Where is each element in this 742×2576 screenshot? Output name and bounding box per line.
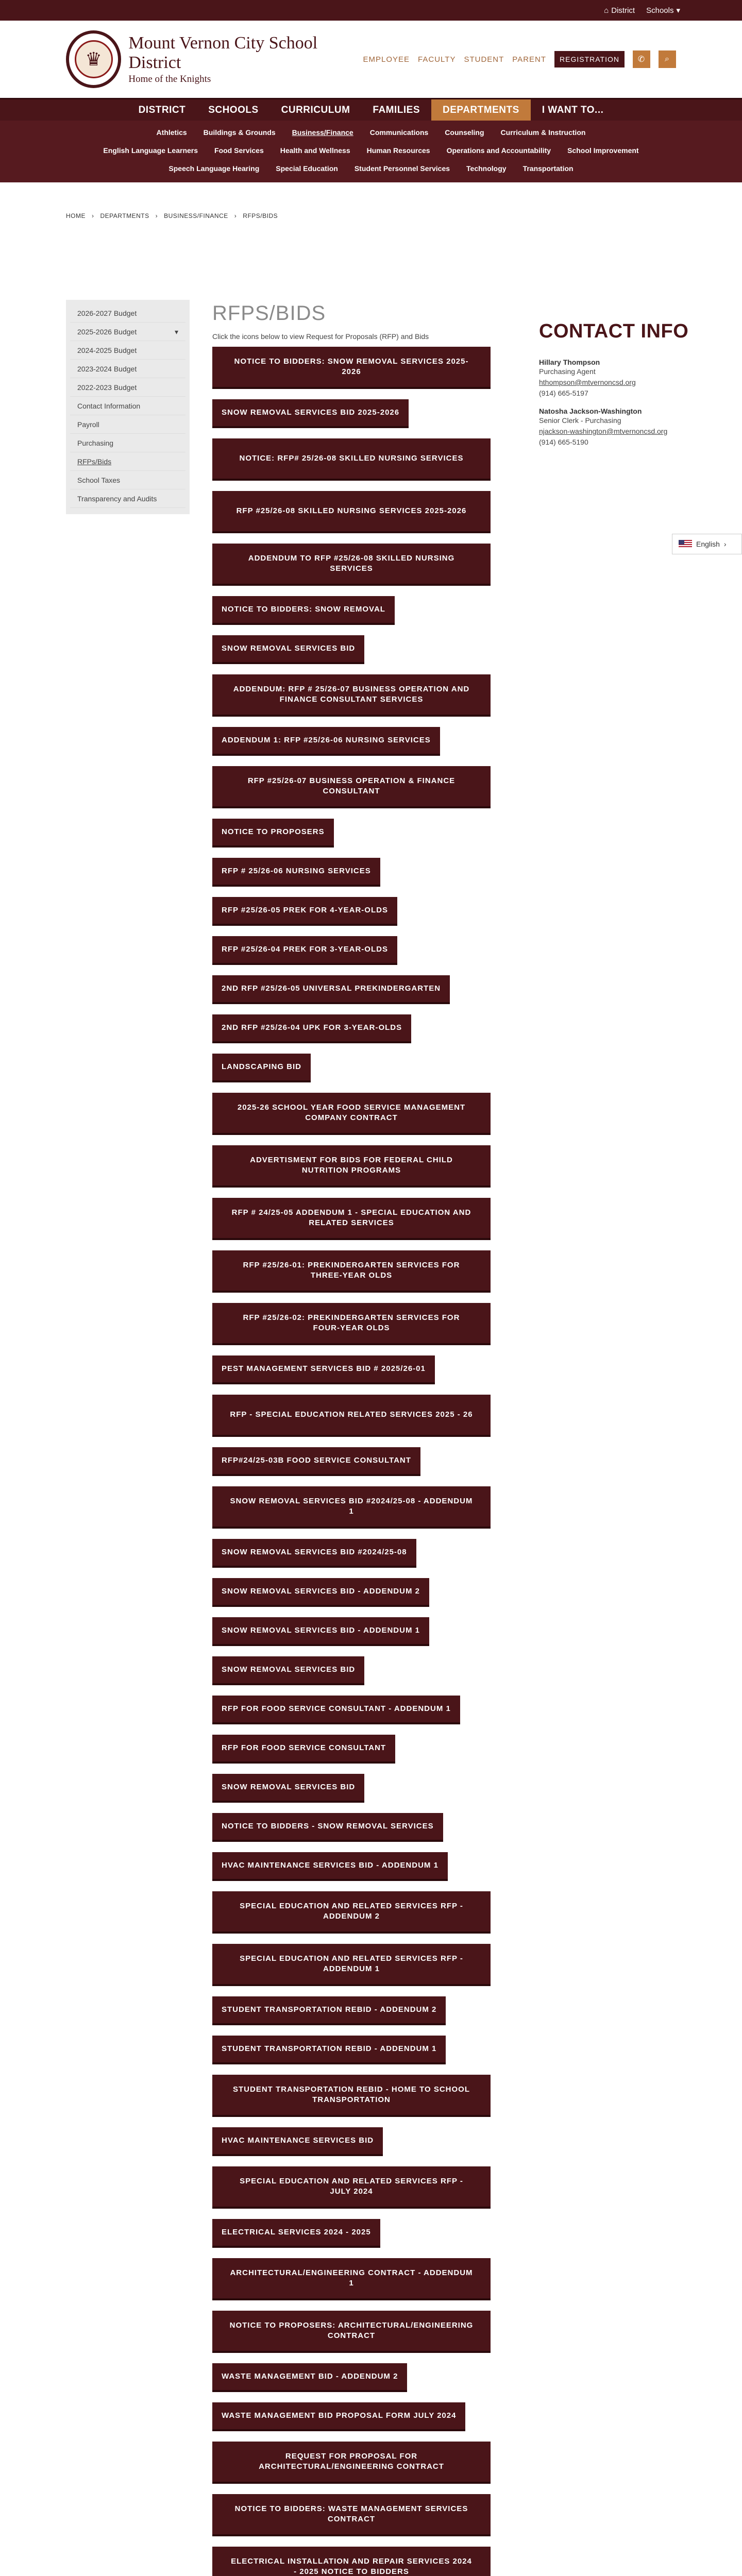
breadcrumb-home[interactable]: HOME: [66, 212, 86, 219]
rfp-document-button[interactable]: NOTICE: RFP# 25/26-08 SKILLED NURSING SERVICES: [212, 438, 491, 481]
submenu-item[interactable]: Counseling: [445, 128, 484, 137]
contact-card: [539, 358, 735, 399]
sidebar-item[interactable]: 2026-2027 Budget: [70, 304, 185, 323]
chevron-right-icon: ›: [723, 540, 727, 548]
link-parent[interactable]: PARENT: [512, 55, 547, 64]
rfp-document-button[interactable]: RFP #25/26-08 SKILLED NURSING SERVICES 2025-2026: [212, 491, 491, 533]
rfp-document-button[interactable]: RFP FOR FOOD SERVICE CONSULTANT - ADDENDUM 1: [212, 1696, 460, 1724]
submenu-item[interactable]: Technology: [466, 164, 507, 173]
search-icon[interactable]: ⌕: [659, 50, 676, 68]
submenu-item[interactable]: Athletics: [156, 128, 187, 137]
submenu-item[interactable]: Curriculum & Instruction: [500, 128, 586, 137]
sidebar-item[interactable]: 2025-2026 Budget ▾: [70, 323, 185, 341]
rfp-document-button[interactable]: NOTICE TO BIDDERS: SNOW REMOVAL SERVICES 2025-2026: [212, 347, 491, 389]
main-content: [212, 300, 516, 2576]
rfp-document-button[interactable]: SNOW REMOVAL SERVICES BID - ADDENDUM 2: [212, 1578, 429, 1607]
rfp-document-button[interactable]: HVAC MAINTENANCE SERVICES BID - ADDENDUM 1: [212, 1852, 448, 1881]
rfp-document-button[interactable]: 2ND RFP #25/26-04 UPK FOR 3-YEAR-OLDS: [212, 1014, 411, 1043]
breadcrumb-business-finance[interactable]: BUSINESS/FINANCE: [164, 212, 228, 219]
sidebar-item[interactable]: Transparency and Audits: [70, 489, 185, 508]
link-employee[interactable]: EMPLOYEE: [363, 55, 410, 64]
nav-families[interactable]: FAMILIES: [373, 104, 420, 115]
contact-card: [539, 407, 735, 448]
rfp-document-button[interactable]: 2025-26 SCHOOL YEAR FOOD SERVICE MANAGEMENT COMPANY CONTRACT: [212, 1093, 491, 1135]
rfp-document-button[interactable]: RFP - SPECIAL EDUCATION RELATED SERVICES 2025 - 26: [212, 1395, 491, 1437]
main-navigation: [0, 98, 742, 121]
rfp-document-button[interactable]: SNOW REMOVAL SERVICES BID - ADDENDUM 1: [212, 1617, 429, 1646]
rfp-document-button[interactable]: NOTICE TO BIDDERS: SNOW REMOVAL: [212, 596, 395, 625]
nav-district[interactable]: DISTRICT: [138, 104, 186, 115]
district-name: Mount Vernon City School District: [128, 33, 318, 72]
submenu-item[interactable]: Student Personnel Services: [354, 164, 450, 173]
nav-schools[interactable]: SCHOOLS: [208, 104, 259, 115]
rfp-document-button[interactable]: SPECIAL EDUCATION AND RELATED SERVICES RFP - ADDENDUM 2: [212, 1891, 491, 1934]
sidebar-item[interactable]: 2023-2024 Budget: [70, 360, 185, 378]
contact-name: Natosha Jackson-Washington: [539, 407, 642, 415]
rfp-document-button[interactable]: RFP # 24/25-05 ADDENDUM 1 - SPECIAL EDUCATION AND RELATED SERVICES: [212, 1198, 491, 1240]
submenu-item[interactable]: Special Education: [276, 164, 338, 173]
rfp-document-button[interactable]: NOTICE TO BIDDERS: WASTE MANAGEMENT SERVICES CONTRACT: [212, 2494, 491, 2536]
contact-role: Senior Clerk - Purchasing: [539, 416, 621, 425]
breadcrumb: HOME › DEPARTMENTS › BUSINESS/FINANCE › RFPS/BIDS: [0, 182, 742, 244]
audience-links: [363, 50, 676, 68]
nav-curriculum[interactable]: CURRICULUM: [281, 104, 350, 115]
sidebar-item[interactable]: Contact Information: [70, 397, 185, 415]
rfp-document-button[interactable]: PEST MANAGEMENT SERVICES BID # 2025/26-01: [212, 1355, 435, 1384]
rfp-document-button[interactable]: RFP FOR FOOD SERVICE CONSULTANT: [212, 1735, 395, 1764]
rfp-document-button[interactable]: NOTICE TO BIDDERS - SNOW REMOVAL SERVICES: [212, 1813, 443, 1842]
submenu-item[interactable]: Human Resources: [366, 146, 430, 155]
submenu-item[interactable]: Communications: [369, 128, 429, 137]
rfp-document-button[interactable]: NOTICE TO PROPOSERS: ARCHITECTURAL/ENGINEERING CONTRACT: [212, 2311, 491, 2353]
sidebar-wrapper: [66, 300, 190, 2576]
brand-logo-link[interactable]: [66, 30, 363, 88]
rfp-document-button[interactable]: STUDENT TRANSPORTATION REBID - HOME TO SCHOOL TRANSPORTATION: [212, 2075, 491, 2117]
rfp-document-button[interactable]: SNOW REMOVAL SERVICES BID: [212, 635, 364, 664]
rfp-document-button[interactable]: RFP #25/26-01: PREKINDERGARTEN SERVICES FOR THREE-YEAR OLDS: [212, 1250, 491, 1293]
rfp-document-button[interactable]: NOTICE TO PROPOSERS: [212, 819, 334, 848]
page-title: RFPS/BIDS: [212, 302, 326, 325]
rfp-document-button[interactable]: ADDENDUM 1: RFP #25/26-06 NURSING SERVICES: [212, 727, 440, 756]
departments-submenu: [0, 121, 742, 182]
breadcrumb-current: RFPS/BIDS: [243, 212, 278, 219]
sidebar-item[interactable]: School Taxes: [70, 471, 185, 489]
rfp-document-button[interactable]: RFP#24/25-03B FOOD SERVICE CONSULTANT: [212, 1447, 420, 1476]
submenu-item[interactable]: English Language Learners: [103, 146, 198, 155]
chevron-down-icon: ▾: [174, 328, 178, 336]
rfp-document-button[interactable]: RFP # 25/26-06 NURSING SERVICES: [212, 858, 380, 887]
rfp-document-button[interactable]: WASTE MANAGEMENT BID - ADDENDUM 2: [212, 2363, 407, 2392]
breadcrumb-departments[interactable]: DEPARTMENTS: [100, 212, 149, 219]
registration-button[interactable]: REGISTRATION: [554, 51, 625, 67]
rfp-document-button[interactable]: ADDENDUM: RFP # 25/26-07 BUSINESS OPERATION AND FINANCE CONSULTANT SERVICES: [212, 674, 491, 717]
rfp-document-button[interactable]: SPECIAL EDUCATION AND RELATED SERVICES RFP - ADDENDUM 1: [212, 1944, 491, 1986]
rfp-button-list: [212, 347, 516, 2576]
sidebar-item[interactable]: Purchasing: [70, 434, 185, 452]
submenu-item[interactable]: Business/Finance: [292, 128, 353, 137]
us-flag-icon: [679, 540, 692, 548]
page-intro: Click the icons below to view Request for Proposals (RFP) and Bids: [212, 332, 429, 341]
rfp-document-button[interactable]: SNOW REMOVAL SERVICES BID #2024/25-08: [212, 1539, 416, 1568]
contact-email[interactable]: njackson-washington@mtvernoncsd.org: [539, 427, 668, 435]
submenu-item[interactable]: Operations and Accountability: [446, 146, 551, 155]
rfp-document-button[interactable]: WASTE MANAGEMENT BID PROPOSAL FORM JULY 2024: [212, 2402, 465, 2431]
sidebar-item[interactable]: Payroll: [70, 415, 185, 434]
rfp-document-button[interactable]: LANDSCAPING BID: [212, 1054, 311, 1082]
rfp-document-button[interactable]: 2ND RFP #25/26-05 UNIVERSAL PREKINDERGARTEN: [212, 975, 450, 1004]
rfp-document-button[interactable]: ELECTRICAL INSTALLATION AND REPAIR SERVICES 2024 - 2025 NOTICE TO BIDDERS: [212, 2547, 491, 2576]
contact-role: Purchasing Agent: [539, 367, 596, 376]
rfp-document-button[interactable]: HVAC MAINTENANCE SERVICES BID: [212, 2127, 383, 2156]
district-menu[interactable]: ⌂ District: [604, 6, 635, 15]
rfp-document-button[interactable]: ADDENDUM TO RFP #25/26-08 SKILLED NURSING SERVICES: [212, 544, 491, 586]
submenu-item[interactable]: Food Services: [214, 146, 264, 155]
page-body: [0, 300, 742, 2576]
contact-phone: (914) 665-5197: [539, 389, 588, 397]
rfp-document-button[interactable]: ADVERTISMENT FOR BIDS FOR FEDERAL CHILD NUTRITION PROGRAMS: [212, 1145, 491, 1188]
nav-departments[interactable]: DEPARTMENTS: [431, 99, 531, 121]
rfp-document-button[interactable]: ELECTRICAL SERVICES 2024 - 2025: [212, 2219, 380, 2248]
rfp-document-button[interactable]: SNOW REMOVAL SERVICES BID: [212, 1656, 364, 1685]
rfp-document-button[interactable]: RFP #25/26-04 PREK FOR 3-YEAR-OLDS: [212, 936, 397, 965]
home-icon: ⌂: [604, 6, 609, 15]
language-selector[interactable]: English ›: [672, 534, 742, 554]
rfp-document-button[interactable]: STUDENT TRANSPORTATION REBID - ADDENDUM 1: [212, 2036, 446, 2064]
rfp-document-button[interactable]: STUDENT TRANSPORTATION REBID - ADDENDUM 2: [212, 1996, 446, 2025]
top-utility-bar: [0, 0, 742, 21]
phone-icon[interactable]: ✆: [633, 50, 650, 68]
sidebar-item[interactable]: RFPs/Bids: [70, 452, 185, 471]
submenu-item[interactable]: School Improvement: [567, 146, 639, 155]
rfp-document-button[interactable]: ARCHITECTURAL/ENGINEERING CONTRACT - ADDENDUM 1: [212, 2258, 491, 2300]
rfp-document-button[interactable]: RFP #25/26-05 PREK FOR 4-YEAR-OLDS: [212, 897, 397, 926]
submenu-item[interactable]: Health and Wellness: [280, 146, 350, 155]
link-student[interactable]: STUDENT: [464, 55, 504, 64]
rfp-document-button[interactable]: SNOW REMOVAL SERVICES BID 2025-2026: [212, 399, 409, 428]
contact-email[interactable]: hthompson@mtvernoncsd.org: [539, 378, 636, 386]
submenu-item[interactable]: Transportation: [522, 164, 574, 173]
district-tagline: Home of the Knights: [128, 74, 211, 84]
contact-info: [539, 300, 735, 2576]
rfp-document-button[interactable]: SPECIAL EDUCATION AND RELATED SERVICES RFP - JULY 2024: [212, 2166, 491, 2209]
nav-i-want-to[interactable]: I WANT TO...: [542, 104, 604, 115]
site-header: [0, 21, 742, 98]
contact-phone: (914) 665-5190: [539, 438, 588, 446]
rfp-document-button[interactable]: REQUEST FOR PROPOSAL FOR ARCHITECTURAL/ENGINEERING CONTRACT: [212, 2442, 491, 2484]
rfp-document-button[interactable]: RFP #25/26-02: PREKINDERGARTEN SERVICES FOR FOUR-YEAR OLDS: [212, 1303, 491, 1345]
submenu-item[interactable]: Speech Language Hearing: [168, 164, 260, 173]
rfp-document-button[interactable]: SNOW REMOVAL SERVICES BID: [212, 1774, 364, 1803]
rfp-document-button[interactable]: RFP #25/26-07 BUSINESS OPERATION & FINANCE CONSULTANT: [212, 766, 491, 808]
schools-menu[interactable]: Schools ▾: [646, 6, 680, 15]
district-seal-logo: ♛: [66, 30, 121, 88]
contact-name: Hillary Thompson: [539, 358, 600, 366]
chevron-down-icon: ▾: [676, 6, 680, 15]
sidebar-item[interactable]: 2024-2025 Budget: [70, 341, 185, 360]
sidebar-item[interactable]: 2022-2023 Budget: [70, 378, 185, 397]
submenu-item[interactable]: Buildings & Grounds: [203, 128, 276, 137]
link-faculty[interactable]: FACULTY: [418, 55, 456, 64]
section-sidebar: [66, 300, 190, 514]
contact-title: CONTACT INFO: [539, 320, 689, 342]
rfp-document-button[interactable]: SNOW REMOVAL SERVICES BID #2024/25-08 - ADDENDUM 1: [212, 1486, 491, 1529]
